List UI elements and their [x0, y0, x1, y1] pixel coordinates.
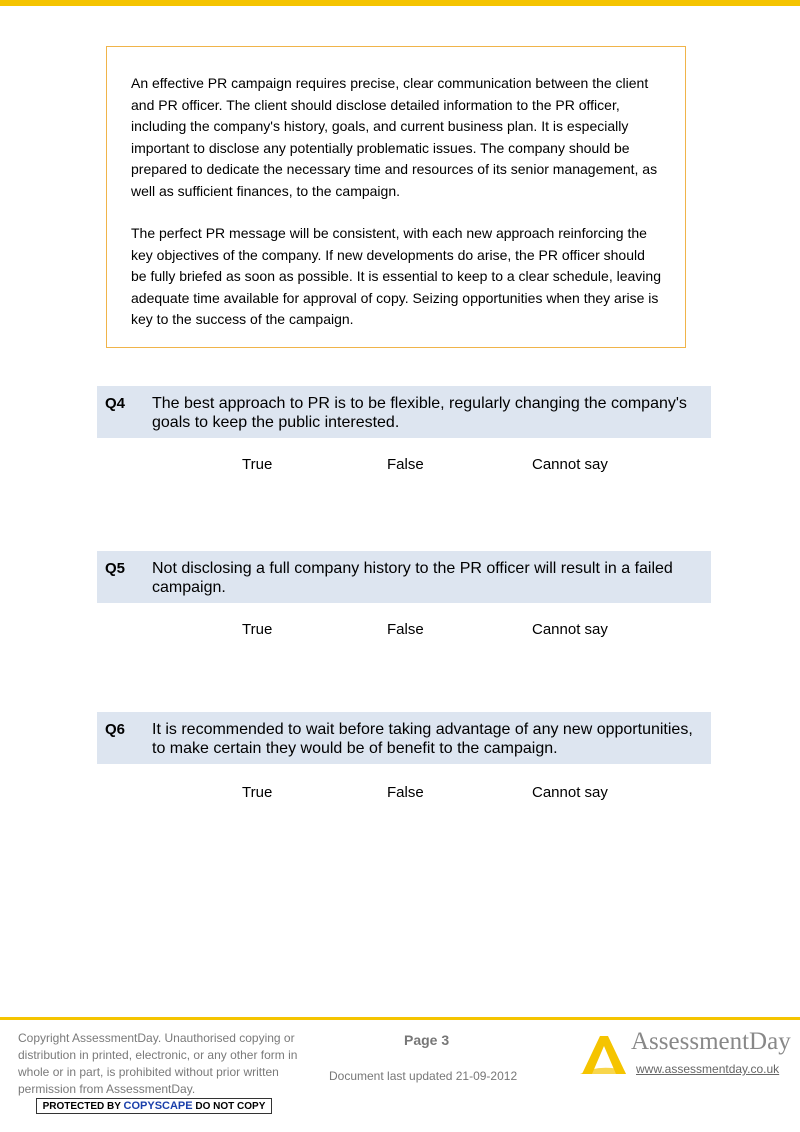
passage-paragraph-2: The perfect PR message will be consistent, with each new approach reinforcing the key objectives of the company. If new developments do arise, the PR officer should be fully briefed as soon as possible. It is essential to keep to a clear schedule, leaving adequate time available for approval of copy. Seizing opportunities when they arise is key to the success of the campaign.	[131, 225, 661, 327]
copyscape-badge[interactable]	[36, 1098, 272, 1114]
copyscape-suffix: DO NOT COPY	[195, 1101, 266, 1112]
question-text: Not disclosing a full company history to the PR officer will result in a failed campaign.	[152, 560, 673, 596]
question-number: Q4	[105, 395, 126, 412]
option-true[interactable]: True	[242, 456, 273, 473]
option-cannot-say[interactable]: Cannot say	[532, 621, 608, 638]
option-false[interactable]: False	[387, 784, 424, 801]
question-number: Q6	[105, 721, 126, 738]
option-true[interactable]: True	[242, 784, 273, 801]
copyscape-brand: COPYSCAPE	[123, 1100, 193, 1112]
option-false[interactable]: False	[387, 456, 424, 473]
question-text: The best approach to PR is to be flexible, regularly changing the company's goals to keep the public interested.	[152, 395, 687, 431]
website-link[interactable]: www.assessmentday.co.uk	[636, 1062, 780, 1076]
assessmentday-logo-text: AssessmentDay	[631, 1028, 791, 1055]
option-false[interactable]: False	[387, 621, 424, 638]
question-4	[97, 386, 711, 438]
document-updated-date: Document last updated 21-09-2012	[329, 1069, 518, 1083]
passage-paragraph-1: An effective PR campaign requires precise, clear communication between the client and PR officer. The client should disclose detailed information to the PR officer, including the company's history, goals, and current business plan. It is especially important to disclose any potentially problematic issues. The company should be prepared to dedicate the necessary time and resources of its senior management, as well as sufficient finances, to the campaign.	[131, 75, 658, 199]
question-6	[97, 712, 711, 764]
top-accent-bar	[0, 0, 800, 6]
copyright-notice: Copyright AssessmentDay. Unauthorised copying or distribution in printed, electronic, or any other form in whole or in part, is prohibited without prior written permission from AssessmentDay.	[18, 1031, 298, 1096]
option-true[interactable]: True	[242, 621, 273, 638]
option-cannot-say[interactable]: Cannot say	[532, 456, 608, 473]
assessmentday-logo-icon	[578, 1030, 628, 1076]
question-text: It is recommended to wait before taking advantage of any new opportunities, to make certain they would be of benefit to the campaign.	[152, 721, 693, 757]
question-number: Q5	[105, 560, 126, 577]
page-number: Page 3	[404, 1032, 450, 1048]
footer-accent-bar	[0, 1017, 800, 1020]
copyscape-prefix: PROTECTED BY	[42, 1101, 121, 1112]
option-cannot-say[interactable]: Cannot say	[532, 784, 608, 801]
reading-passage	[106, 46, 686, 348]
question-5	[97, 551, 711, 603]
